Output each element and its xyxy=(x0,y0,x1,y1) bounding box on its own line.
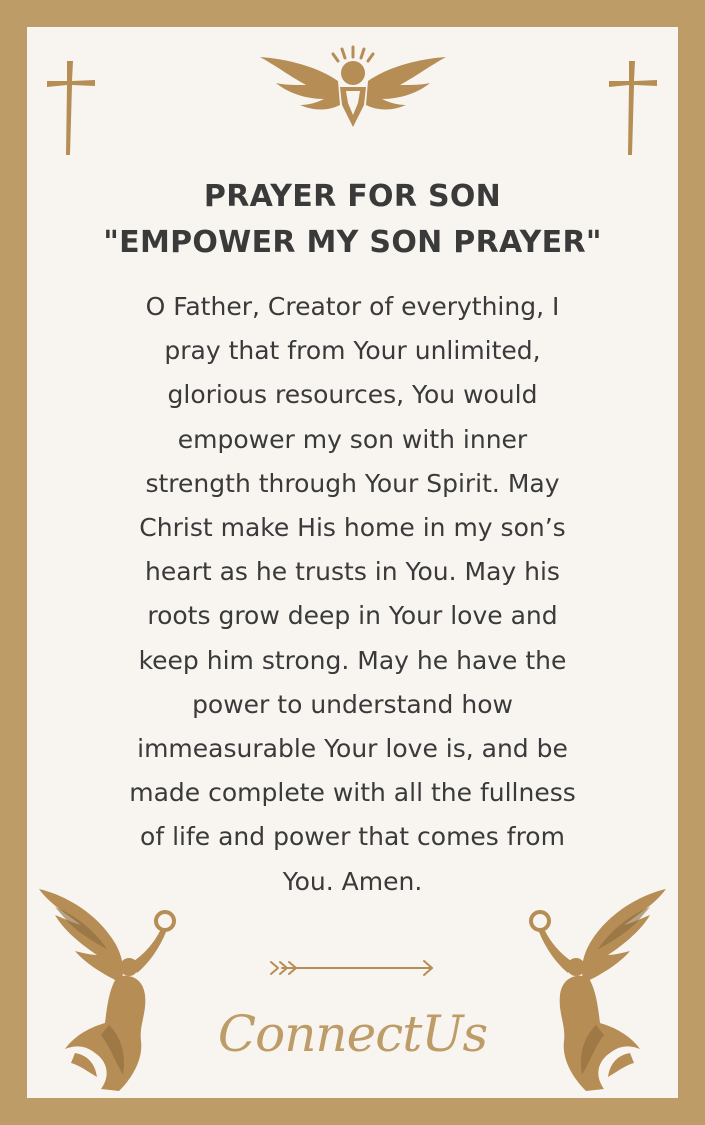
prayer-line: made complete with all the fullness xyxy=(129,778,576,808)
winged-sun-emblem-icon xyxy=(258,45,448,129)
prayer-line: empower my son with inner xyxy=(177,424,528,454)
prayer-title: PRAYER FOR SON xyxy=(203,179,502,214)
prayer-line: roots grow deep in Your love and xyxy=(147,601,558,631)
prayer-text xyxy=(47,285,658,904)
prayer-line: You. Amen. xyxy=(282,866,423,896)
angel-figure-icon xyxy=(520,885,670,1095)
prayer-line: immeasurable Your love is, and be xyxy=(137,734,568,764)
prayer-line: power to understand how xyxy=(192,689,513,719)
arrow-icon xyxy=(268,957,438,979)
prayer-line: Christ make His home in my son’s xyxy=(139,513,566,543)
prayer-line: of life and power that comes from xyxy=(140,822,565,852)
cross-icon xyxy=(607,59,659,157)
connectus-logo: ConnectUs xyxy=(217,1005,488,1063)
prayer-line: pray that from Your unlimited, xyxy=(164,336,541,366)
cross-icon xyxy=(45,59,97,157)
prayer-line: heart as he trusts in You. May his xyxy=(145,557,560,587)
prayer-line: glorious resources, You would xyxy=(167,380,538,410)
angel-figure-icon xyxy=(35,885,185,1095)
prayer-card xyxy=(27,27,678,1098)
prayer-line: O Father, Creator of everything, I xyxy=(145,292,560,321)
prayer-line: keep him strong. May he have the xyxy=(138,645,567,675)
prayer-line: strength through Your Spirit. May xyxy=(145,468,560,498)
prayer-subtitle: "EMPOWER MY SON PRAYER" xyxy=(103,225,602,260)
